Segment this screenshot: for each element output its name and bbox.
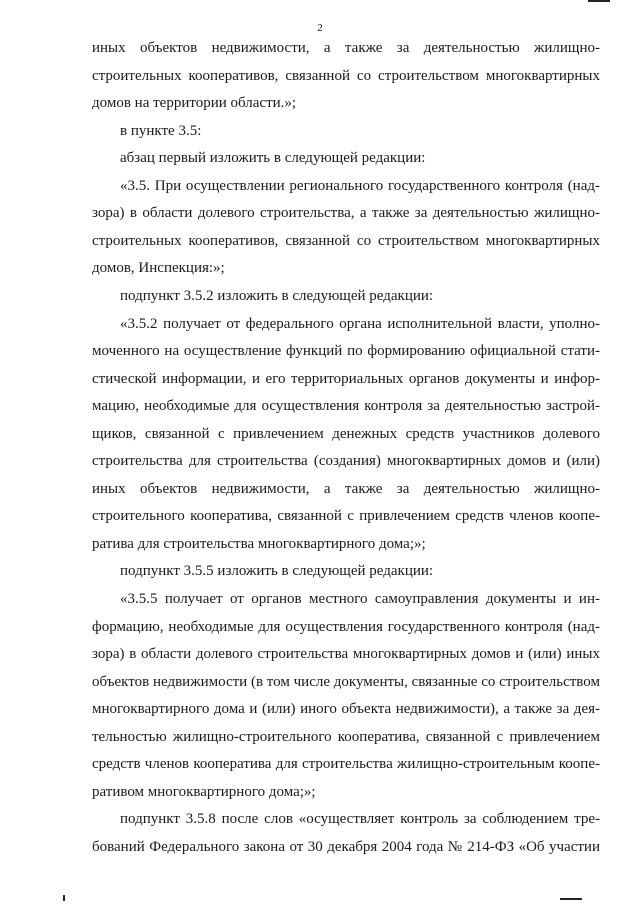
text-line: строительства для строительства (создания) многоквартирных домов и (или) bbox=[92, 453, 600, 470]
text-line: строительных кооперативов, связанной со строительством многоквартирных bbox=[92, 67, 600, 84]
text-line: домов на территории области.»; bbox=[92, 95, 297, 112]
text-line: подпункт 3.5.5 изложить в следующей редакции: bbox=[120, 563, 434, 580]
text-line: зора) в области долевого строительства, а также за деятельностью жилищно- bbox=[92, 205, 600, 222]
text-line: строительных кооперативов, связанной со строительством многоквартирных bbox=[92, 232, 600, 249]
text-line: формацию, необходимые для осуществления государственного контроля (над- bbox=[92, 618, 600, 635]
text-line: подпункт 3.5.8 после слов «осуществляет контроль за соблюдением тре- bbox=[120, 811, 600, 828]
text-line: «3.5.5 получает от органов местного самоуправления документы и ин- bbox=[120, 591, 600, 607]
text-line: средств членов кооператива для строительства жилищно-строительным коопе- bbox=[92, 756, 600, 773]
text-line: ратива для строительства многоквартирного дома;»; bbox=[92, 535, 426, 552]
text-line: в пункте 3.5: bbox=[120, 122, 202, 139]
text-line: стической информации, и его территориальных органов документы и инфор- bbox=[92, 370, 600, 387]
text-line: «3.5.2 получает от федерального органа исполнительной власти, уполно- bbox=[120, 315, 600, 332]
text-line: мацию, необходимые для осуществления контроля за деятельностью застрой- bbox=[92, 398, 600, 415]
text-line: объектов недвижимости (в том числе документы, связанные со строительством bbox=[92, 673, 600, 690]
page-number: 2 bbox=[317, 22, 323, 34]
text-line: бований Федерального закона от 30 декабря 2004 года № 214-ФЗ «Об участии bbox=[92, 838, 600, 855]
text-line: многоквартирного дома и (или) иного объекта недвижимости), а также за дея- bbox=[92, 701, 600, 718]
text-line: строительного кооператива, связанной с привлечением средств членов коопе- bbox=[92, 508, 600, 525]
scan-mark-bottom-left bbox=[63, 895, 65, 901]
text-line: «3.5. При осуществлении регионального государственного контроля (над- bbox=[120, 177, 600, 194]
text-line: подпункт 3.5.2 изложить в следующей редакции: bbox=[120, 287, 434, 304]
text-line: щиков, связанной с привлечением денежных средств участников долевого bbox=[92, 425, 600, 442]
text-line: иных объектов недвижимости, а также за деятельностью жилищно- bbox=[92, 480, 600, 497]
text-line: моченного на осуществление функций по формированию официальной стати- bbox=[92, 343, 600, 360]
text-line: ративом многоквартирного дома;»; bbox=[92, 783, 316, 800]
text-line: домов, Инспекция:»; bbox=[92, 260, 225, 277]
text-line: зора) в области долевого строительства многоквартирных домов и (или) иных bbox=[92, 646, 600, 663]
text-line: абзац первый изложить в следующей редакции: bbox=[120, 150, 426, 167]
scan-mark-bottom-right bbox=[560, 898, 582, 900]
text-line: тельностью жилищно-строительного кооператива, связанной с привлечением bbox=[92, 728, 600, 745]
text-line: иных объектов недвижимости, а также за деятельностью жилищно- bbox=[92, 40, 600, 56]
scan-mark-top-right bbox=[588, 0, 610, 2]
